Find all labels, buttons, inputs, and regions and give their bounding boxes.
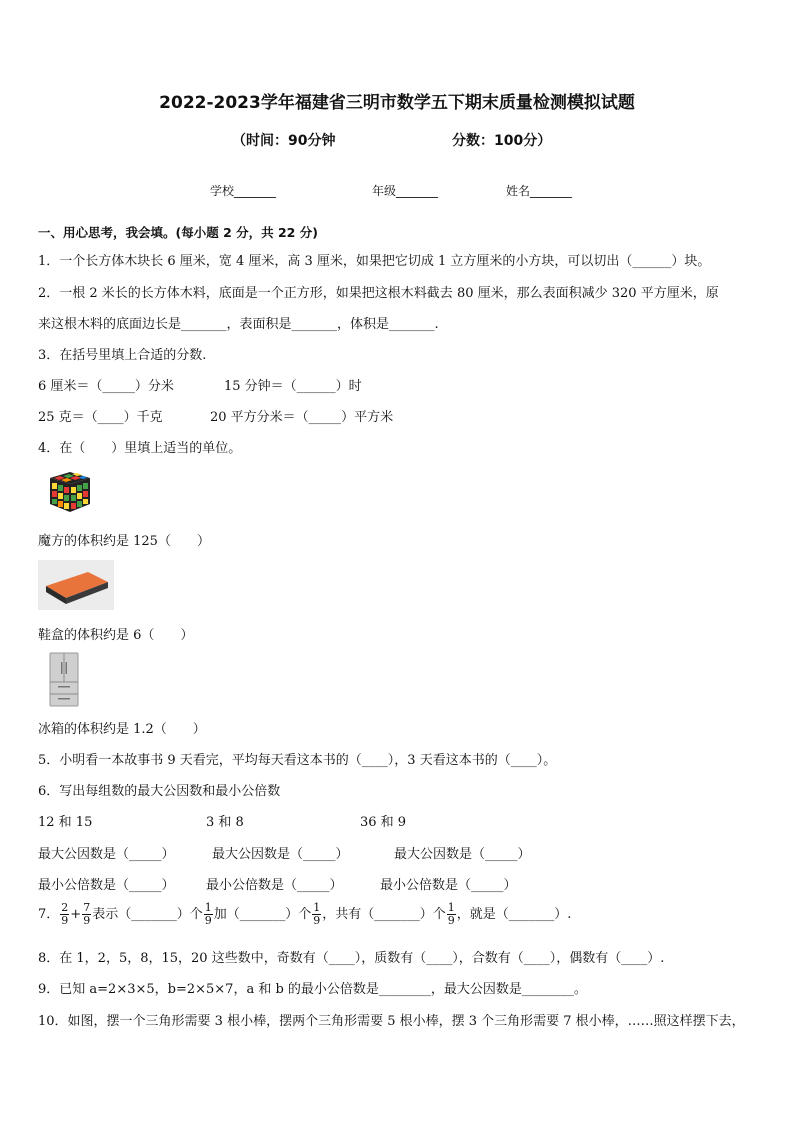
question-6-pair-3: 36 和 9 — [360, 815, 407, 830]
fraction-1-9-b: $\frac{1}{9}$ — [313, 901, 321, 927]
question-4-stem: 4．在（ ）里填上适当的单位。 — [38, 441, 242, 456]
question-3-a: 6 厘米＝（_____）分米 — [38, 379, 174, 394]
question-5: 5．小明看一本故事书 9 天看完，平均每天看这本书的（____），3 天看这本书的（____）。 — [38, 753, 557, 768]
question-4-fridge: 冰箱的体积约是 1.2（ ） — [38, 722, 206, 737]
question-4-box: 鞋盒的体积约是 6（ ） — [38, 628, 194, 643]
question-6-gcd-3: 最大公因数是（_____） — [394, 847, 531, 862]
question-2-line-2: 来这根木料的底面边长是_______，表面积是_______，体积是_______. — [38, 317, 439, 332]
name-field: 姓名_______ — [506, 184, 573, 198]
section-heading: 一、用心思考，我会填。(每小题 2 分，共 22 分) — [38, 225, 318, 240]
question-6-stem: 6．写出每组数的最大公因数和最小公倍数 — [38, 784, 281, 799]
question-1: 1．一个长方体木块长 6 厘米，宽 4 厘米，高 3 厘米，如果把它切成 1 立方厘米的小方块，可以切出（______）块。 — [38, 254, 711, 269]
question-6-gcd-1: 最大公因数是（_____） — [38, 847, 175, 862]
question-7-label: 7． — [38, 907, 60, 922]
page-title: 2022-2023学年福建省三明市数学五下期末质量检测模拟试题 — [159, 93, 635, 113]
exam-score: 分数：100分） — [452, 133, 552, 149]
fraction-1-9-a: $\frac{1}{9}$ — [204, 901, 212, 927]
question-3-stem: 3．在括号里填上合适的分数. — [38, 348, 207, 363]
school-field: 学校_______ — [210, 184, 277, 198]
fraction-1-9-c: $\frac{1}{9}$ — [447, 901, 455, 927]
fraction-7-9: $\frac{7}{9}$ — [83, 901, 91, 927]
shoe-box-image — [38, 560, 114, 610]
question-3-d: 20 平方分米＝（_____）平方米 — [210, 410, 394, 425]
question-10: 10．如图，摆一个三角形需要 3 根小棒，摆两个三角形需要 5 根小棒，摆 3 个三角形需要 7 根小棒，……照这样摆下去， — [38, 1014, 745, 1029]
question-6-pair-1: 12 和 15 — [38, 815, 93, 830]
question-3-b: 15 分钟＝（______）时 — [224, 379, 362, 394]
refrigerator-image — [46, 652, 82, 708]
question-6-gcd-2: 最大公因数是（_____） — [212, 847, 349, 862]
exam-time: （时间：90分钟 — [232, 133, 336, 149]
question-9: 9．已知 a=2×3×5，b=2×5×7，a 和 b 的最小公倍数是________，最大公因数是________。 — [38, 982, 587, 997]
question-6-pair-2: 3 和 8 — [206, 815, 244, 830]
question-2-line-1: 2．一根 2 米长的长方体木料，底面是一个正方形，如果把这根木料截去 80 厘米，那么表面积减少 320 平方厘米，原 — [38, 286, 719, 301]
question-8: 8．在 1，2，5，8，15，20 这些数中，奇数有（____），质数有（____），合数有（____），偶数有（____）. — [38, 951, 665, 966]
question-6-lcm-1: 最小公倍数是（_____） — [38, 878, 175, 893]
rubiks-cube-image — [44, 468, 94, 514]
question-6-lcm-3: 最小公倍数是（_____） — [380, 878, 517, 893]
question-3-c: 25 克＝（____）千克 — [38, 410, 163, 425]
question-6-lcm-2: 最小公倍数是（_____） — [206, 878, 343, 893]
question-7: 7． $\frac{2}{9}$ + $\frac{7}{9}$ 表示（_______）个 $\frac{1}{9}$ 加（_______）个 $\frac{1}{9}$ ，共有（_______）个 $\frac{1}{9}$ ，就是（_______）. — [38, 901, 572, 927]
grade-field: 年级_______ — [372, 184, 439, 198]
question-4-cube: 魔方的体积约是 125（ ） — [38, 534, 210, 549]
fraction-2-9: $\frac{2}{9}$ — [61, 901, 69, 927]
